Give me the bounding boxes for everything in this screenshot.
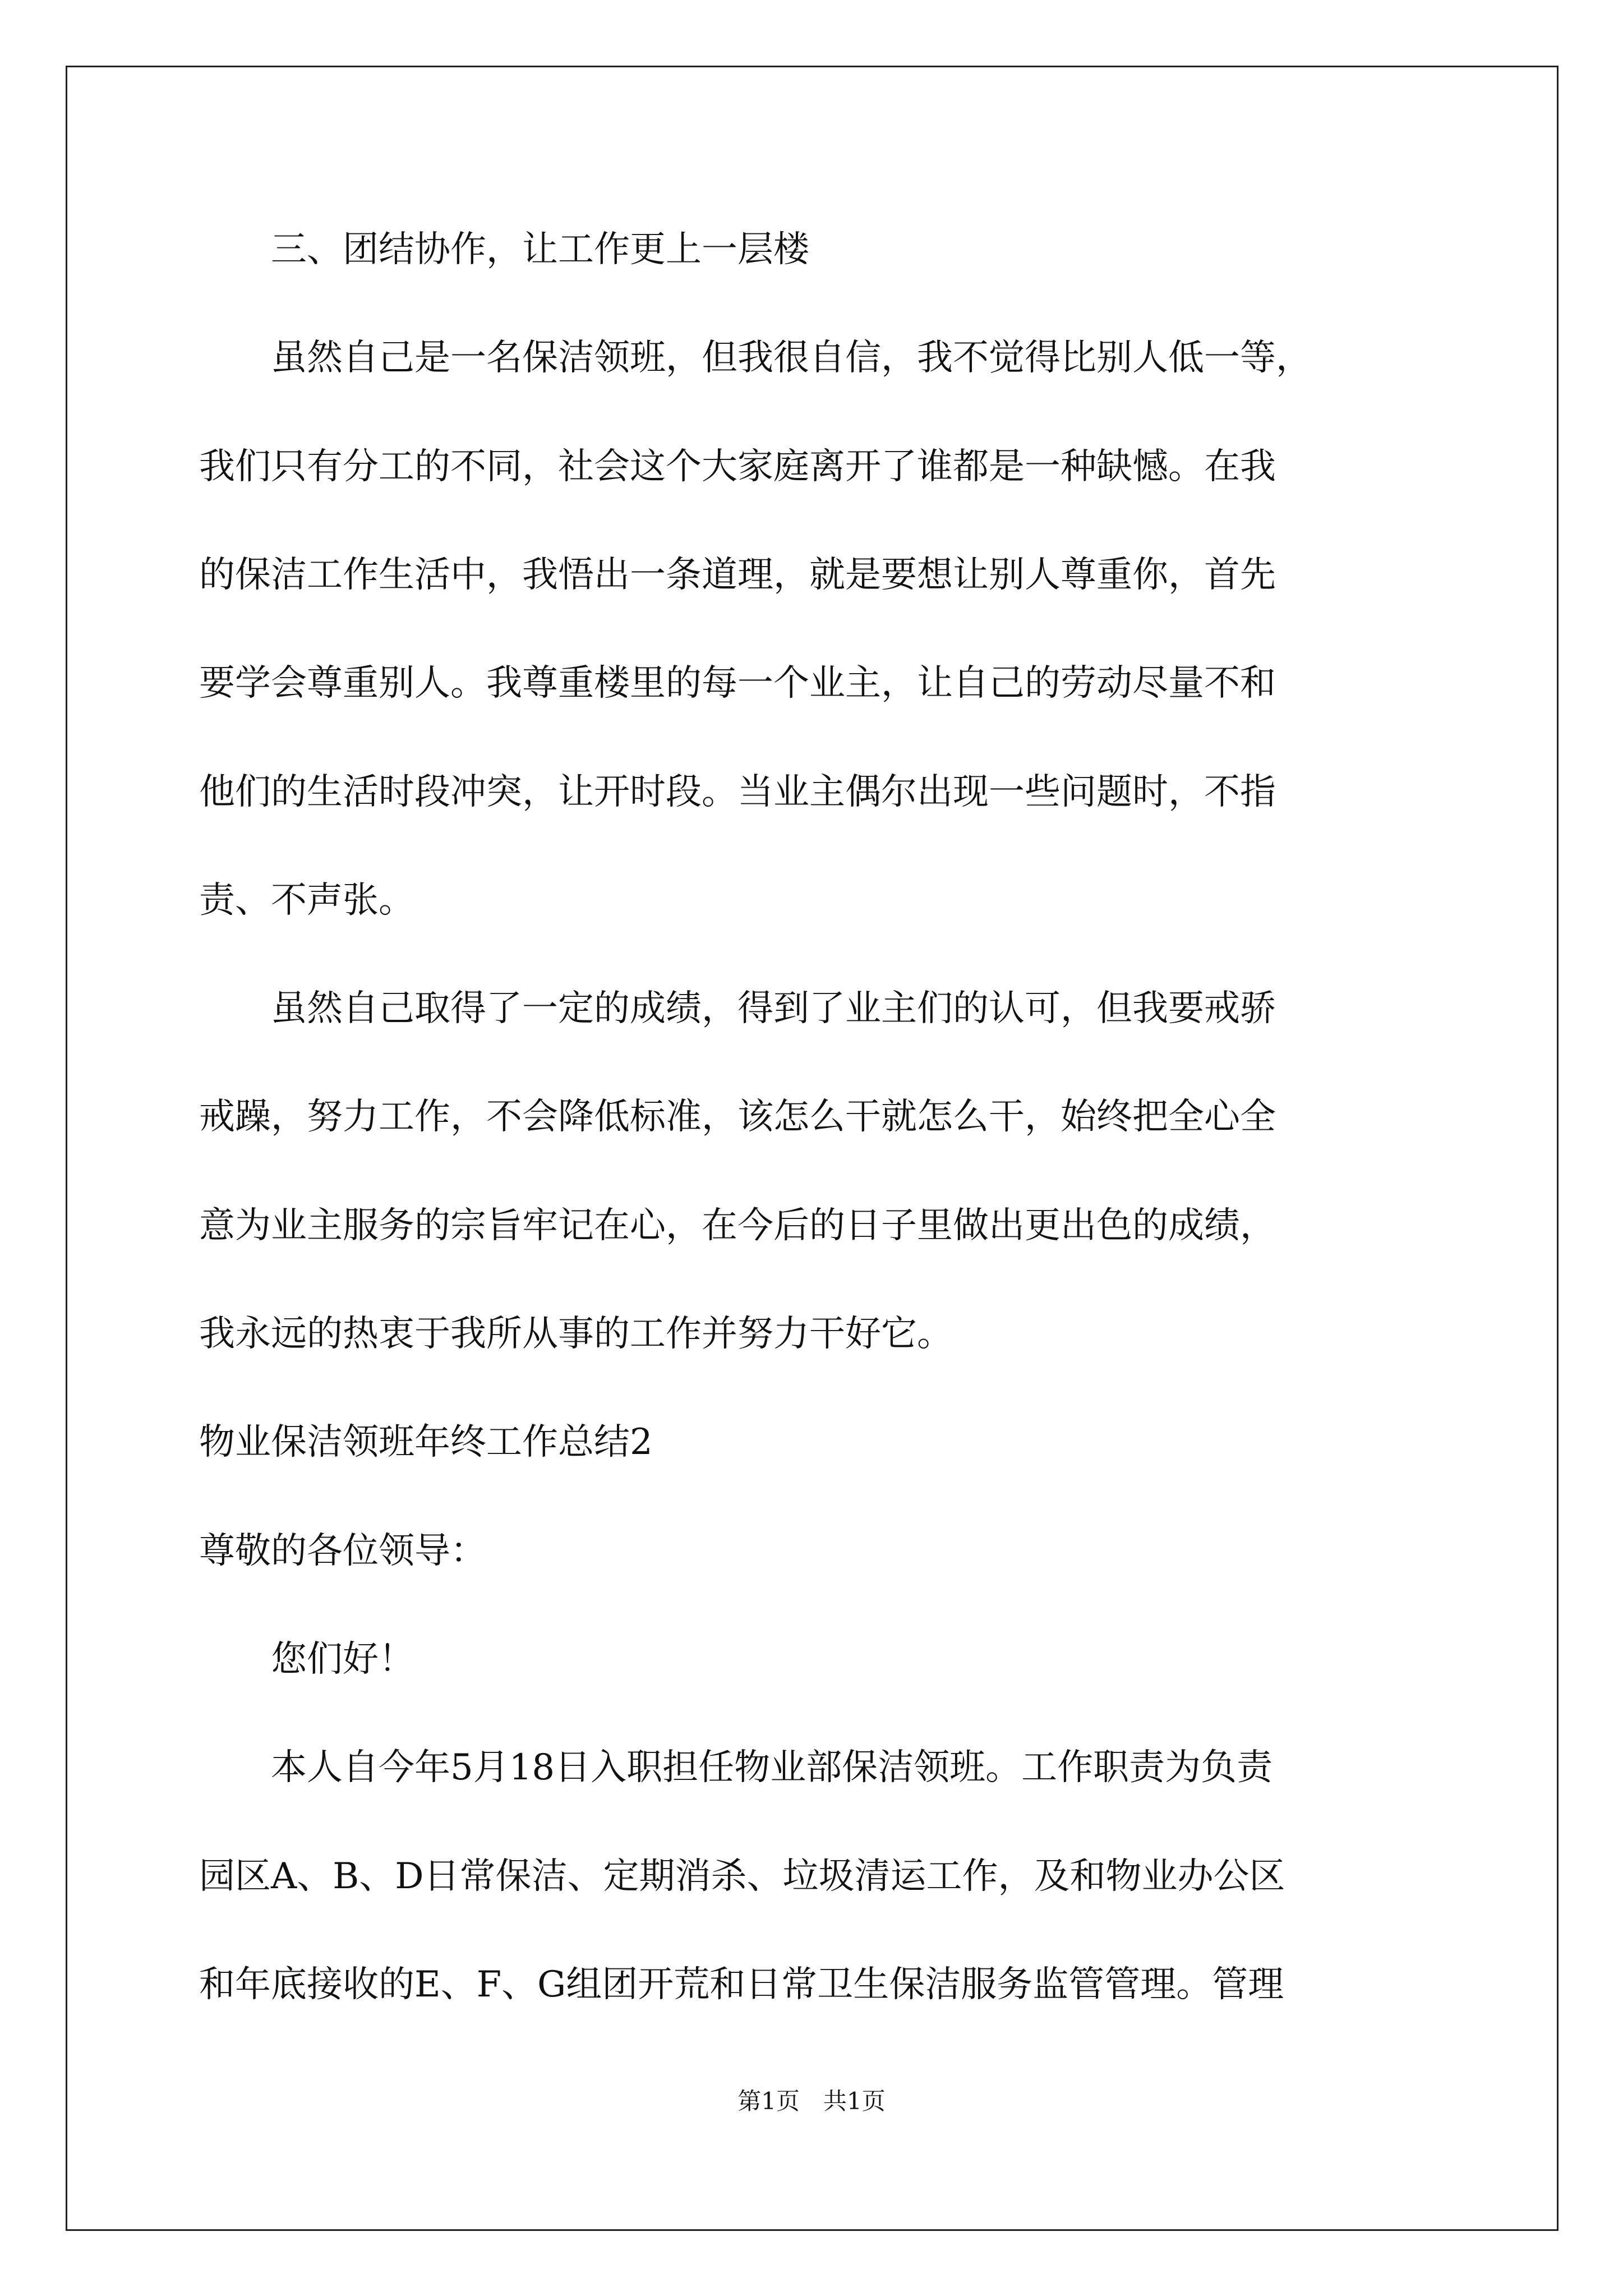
page-border <box>66 66 1559 2231</box>
paragraph-line: 要学会尊重别人。我尊重楼里的每一个业主，让自己的劳动尽量不和 <box>199 662 1276 704</box>
greeting: 您们好！ <box>199 1639 414 1680</box>
paragraph-line: 本人自今年5月18日入职担任物业部保洁领班。工作职责为负责 <box>199 1747 1273 1788</box>
paragraph-line: 戒躁，努力工作，不会降低标准，该怎么干就怎么干，始终把全心全 <box>199 1096 1276 1138</box>
paragraph-line: 虽然自己取得了一定的成绩，得到了业主们的认可，但我要戒骄 <box>199 988 1276 1029</box>
paragraph-line: 和年底接收的E、F、G组团开荒和日常卫生保洁服务监管管理。管理 <box>199 1964 1284 2005</box>
salutation: 尊敬的各位领导： <box>199 1530 486 1572</box>
paragraph-line: 我们只有分工的不同，社会这个大家庭离开了谁都是一种缺憾。在我 <box>199 446 1276 487</box>
paragraph-line: 虽然自己是一名保洁领班，但我很自信，我不觉得比别人低一等， <box>199 337 1312 379</box>
paragraph-line: 责、不声张。 <box>199 880 414 921</box>
section-heading: 三、团结协作，让工作更上一层楼 <box>199 229 809 270</box>
paragraph-line: 园区A、B、D日常保洁、定期消杀、垃圾清运工作，及和物业办公区 <box>199 1856 1285 1897</box>
paragraph-line: 的保洁工作生活中，我悟出一条道理，就是要想让别人尊重你，首先 <box>199 554 1276 596</box>
document-title: 物业保洁领班年终工作总结2 <box>199 1421 653 1463</box>
page-footer: 第1页 共1页 <box>737 2087 886 2115</box>
paragraph-line: 意为业主服务的宗旨牢记在心，在今后的日子里做出更出色的成绩， <box>199 1205 1276 1246</box>
paragraph-line: 他们的生活时段冲突，让开时段。当业主偶尔出现一些问题时，不指 <box>199 771 1276 813</box>
paragraph-line: 我永远的热衷于我所从事的工作并努力干好它。 <box>199 1313 953 1355</box>
